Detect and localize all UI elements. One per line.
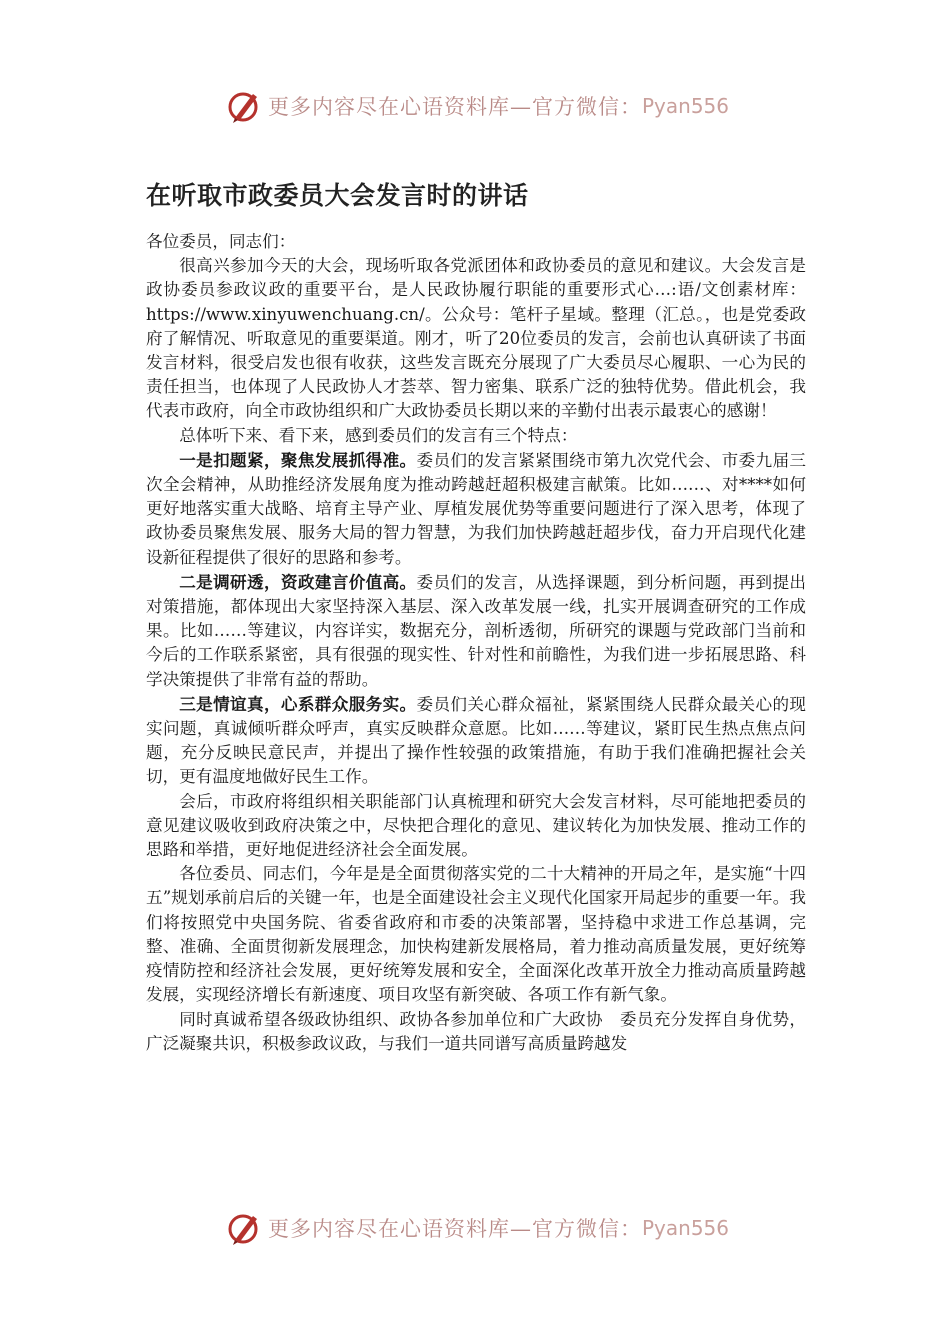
paragraph-lead: 一是扣题紧，聚焦发展抓得准。	[179, 449, 417, 470]
greeting: 各位委员，同志们：	[146, 232, 296, 251]
paragraph	[146, 692, 806, 790]
paragraph-text: 委员们关心群众福祉，紧紧围绕人民群众最关心的现实问题，真诚倾听群众呼声，真实反映群众意愿。比如……等建议，紧盯民生热点焦点问题，充分反映民意民声，并提出了操作性较强的政策措施，有助于我们准确把握社会关切，更有温度地做好民生工作。	[146, 694, 807, 787]
paragraph-text: 很高兴参加今天的大会，现场听取各党派团体和政协委员的意见和建议。大会发言是政协委员参政议政的重要平台，是人民政协履行职能的重要形式心…:语/文创素材库：https://www.xinyuwenchuang.cn/。公众号：笔杆子星域。整理（汇总。，也是党委政府了解情况、听取意见的重要渠道。刚才，听了20位委员的发言，会前也认真研读了书面发言材料，很受启发也很有收获，这些发言既充分展现了广大委员尽心履职、一心为民的责任担当，也体现了人民政协人才荟萃、智力密集、联系广泛的独特优势。借此机会，我代表市政府，向全市政协组织和广大政协委员长期以来的辛勤付出表示最衷心的感谢！	[146, 256, 806, 421]
banner-handle: Pyan556	[642, 94, 730, 118]
paragraph-text: 总体听下来、看下来，感到委员们的发言有三个特点：	[179, 425, 578, 445]
paragraph	[146, 570, 806, 692]
pen-logo-icon	[226, 88, 262, 124]
header-banner	[226, 86, 729, 126]
paragraph	[146, 790, 806, 863]
banner-handle: Pyan556	[642, 1216, 730, 1240]
paragraph-text: 各位委员、同志们，今年是是全面贯彻落实党的二十大精神的开局之年，是实施“十四五”规划承前启后的关键一年，也是全面建设社会主义现代化国家开局起步的重要一年。我们将按照党中央国务院、省委省政府和市委的决策部署，坚持稳中求进工作总基调，完整、准确、全面贯彻新发展理念，加快构建新发展格局，着力推动高质量发展，更好统筹疫情防控和经济社会发展，更好统筹发展和安全，全面深化改革开放全力推动高质量跨越发展，实现经济增长有新速度、项目攻坚有新突破、各项工作有新气象。	[146, 864, 806, 1005]
paragraph-text: 委员们的发言，从选择课题，到分析问题，再到提出对策措施，都体现出大家坚持深入基层、深入改革发展一线，扎实开展调查研究的工作成果。比如……等建议，内容详实，数据充分，剖析透彻，所研究的课题与党政部门当前和今后的工作联系紧密，具有很强的现实性、针对性和前瞻性，为我们进一步拓展思路、科学决策提供了非常有益的帮助。	[146, 572, 807, 689]
paragraph-text: 会后，市政府将组织相关职能部门认真梳理和研究大会发言材料，尽可能地把委员的意见建议吸收到政府决策之中，尽快把合理化的意见、建议转化为加快发展、推动工作的思路和举措，更好地促进经济社会全面发展。	[146, 791, 806, 860]
paragraph	[146, 424, 806, 448]
paragraph	[146, 1008, 806, 1056]
document-title: 在听取市政委员大会发言时的讲话	[146, 181, 529, 210]
document-body	[146, 230, 806, 1056]
paragraph-text: 同时真诚希望各级政协组织、政协各参加单位和广大政协 委员充分发挥自身优势，广泛凝聚共识，积极参政议政，与我们一道共同谱写高质量跨越发	[146, 1009, 806, 1053]
paragraph-text: 委员们的发言紧紧围绕市第九次党代会、市委九届三次全会精神，从助推经济发展角度为推动跨越赶超积极建言献策。比如……、对****如何更好地落实重大战略、培育主导产业、厚植发展优势等重要问题进行了深入思考，体现了政协委员聚焦发展、服务大局的智力智慧，为我们加快跨越赶超步伐，奋力开启现代化建设新征程提供了很好的思路和参考。	[146, 450, 807, 567]
paragraph	[146, 448, 806, 570]
banner-text: 更多内容尽在心语资料库—官方微信：	[268, 1217, 642, 1241]
footer-banner	[226, 1208, 729, 1248]
paragraph-lead: 二是调研透，资政建言价值高。	[179, 571, 417, 592]
banner-text: 更多内容尽在心语资料库—官方微信：	[268, 95, 642, 119]
paragraph	[146, 862, 806, 1007]
pen-logo-icon	[226, 1210, 262, 1246]
paragraph-lead: 三是情谊真，心系群众服务实。	[179, 693, 417, 714]
paragraph	[146, 254, 806, 423]
